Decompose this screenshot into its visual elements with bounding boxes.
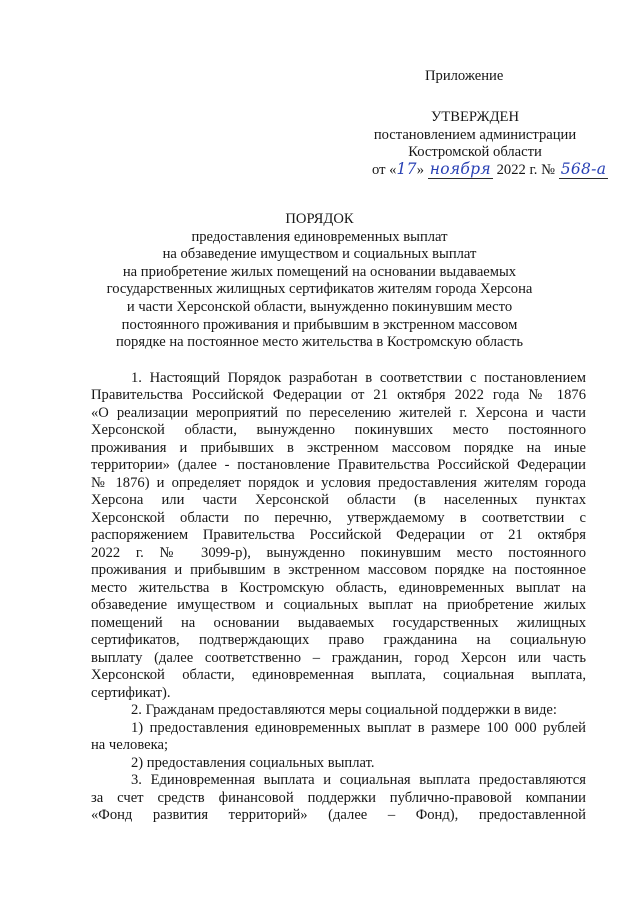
date-prefix: от «	[372, 162, 397, 178]
body-line: обзаведение имуществом и социальных выплат на приобретение жилых	[91, 597, 586, 613]
body-line: распоряжением Правительства Российской Федерации от 21 октября	[91, 527, 586, 543]
body-line: проживания и прибывших в экстренном массовом порядке на иные	[91, 440, 586, 456]
body-line: 1) предоставления единовременных выплат в размере 100 000 рублей	[131, 720, 586, 736]
region-name: Костромской области	[408, 144, 542, 160]
date-quote-close: »	[416, 162, 425, 178]
body-line: территории» (далее - постановление Правительства Российской Федерации	[91, 457, 586, 473]
title-line: порядке на постоянное место жительства в Костромскую область	[115, 334, 524, 350]
body-line: на человека;	[91, 737, 169, 753]
handwritten-decree-number: 568-а	[560, 160, 607, 178]
body-line: «О реализации мероприятий по переселению жителей г. Херсона и части	[91, 405, 586, 421]
handwritten-date-month: ноября	[429, 160, 491, 178]
document-heading: ПОРЯДОК	[285, 211, 354, 227]
body-line: 2) предоставления социальных выплат.	[131, 755, 375, 771]
decree-authority: постановлением администрации	[373, 127, 577, 143]
body-line: Херсонской области, вынужденно покинувших место постоянного	[91, 422, 586, 438]
appendix-label: Приложение	[425, 68, 504, 84]
approved-label: УТВЕРЖДЕН	[431, 109, 519, 125]
body-line: сертификат).	[91, 685, 171, 701]
title-line: постоянного проживания и прибывшим в экстренном массовом	[121, 317, 518, 333]
handwritten-date-day: 17	[396, 160, 417, 178]
title-line: государственных жилищных сертификатов жителям города Херсона	[106, 281, 533, 297]
title-line: на обзаведение имуществом и социальных выплат	[162, 246, 477, 262]
body-line: выплату (далее соответственно – гражданин, город Херсон или часть	[91, 650, 586, 666]
body-line: 1. Настоящий Порядок разработан в соответствии с постановлением	[131, 370, 586, 386]
decree-date-line	[372, 161, 608, 179]
body-line: «Фонд развития территорий» (далее – Фонд), предоставленной	[91, 807, 586, 823]
date-year: 2022 г. №	[496, 162, 556, 178]
body-line: Херсона или части Херсонской области (в населенных пунктах	[91, 492, 586, 508]
body-line: Херсонской области по перечню, утверждаемому в соответствии с	[91, 510, 586, 526]
title-line: и части Херсонской области, вынужденно покинувшим место	[126, 299, 513, 315]
title-line: предоставления единовременных выплат	[191, 229, 448, 245]
body-line: сертификатов, подтверждающих право гражданина на социальную	[91, 632, 586, 648]
body-line: 3. Единовременная выплата и социальная выплата предоставляются	[131, 772, 586, 788]
body-line: за счет средств финансовой поддержки публично-правовой компании	[91, 790, 586, 806]
body-line: № 1876) и определяет порядок и условия предоставления жителям города	[91, 475, 586, 491]
body-line: Херсонской области, единовременная выплата, социальная выплата,	[91, 667, 586, 683]
title-line: на приобретение жилых помещений на основании выдаваемых	[122, 264, 517, 280]
body-line: 2. Гражданам предоставляются меры социальной поддержки в виде:	[131, 702, 557, 718]
body-line: Правительства Российской Федерации от 21 октября 2022 года № 1876	[91, 387, 586, 403]
body-line: помещений на основании выдаваемых государственных жилищных	[91, 615, 586, 631]
body-line: проживания и прибывшим в экстренном массовом порядке на постоянное	[91, 562, 586, 578]
body-line: место жительства в Костромскую область, единовременных выплат на	[91, 580, 586, 596]
body-line: 2022 г. № 3099-р), вынужденно покинувшим место постоянного	[91, 545, 586, 561]
